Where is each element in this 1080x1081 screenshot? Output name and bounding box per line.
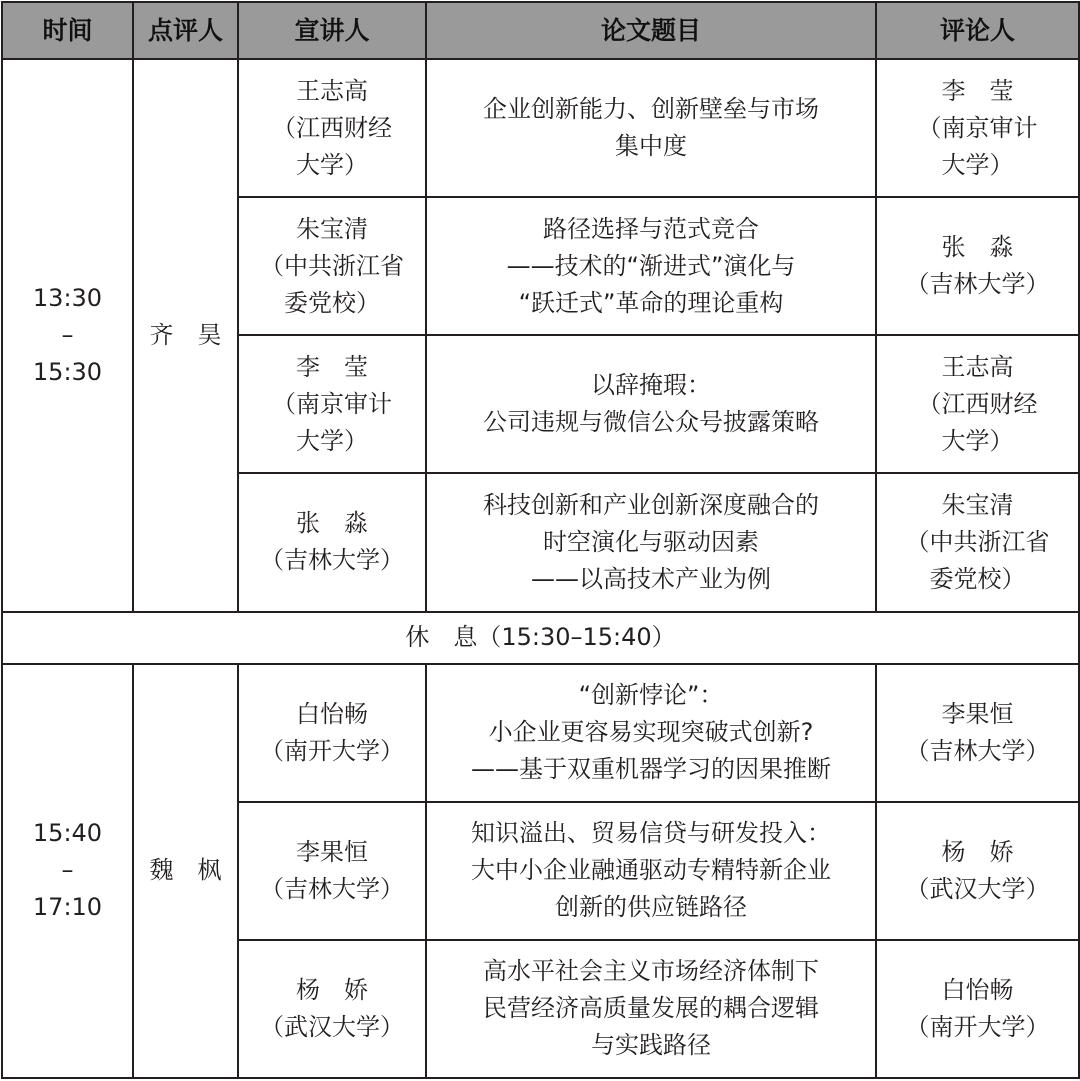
speaker-cell: 李 莹 （南京审计 大学） bbox=[238, 335, 426, 473]
commentator-cell: 白怡畅 （南开大学） bbox=[876, 940, 1079, 1078]
speaker-cell: 李果恒 （吉林大学） bbox=[238, 802, 426, 940]
speaker-cell: 杨 娇 （武汉大学） bbox=[238, 940, 426, 1078]
paper-title-cell: 企业创新能力、创新壁垒与市场 集中度 bbox=[426, 59, 876, 197]
session1-time: 13:30 – 15:30 bbox=[2, 59, 133, 612]
speaker-cell: 张 淼 （吉林大学） bbox=[238, 473, 426, 611]
header-speaker: 宣讲人 bbox=[238, 2, 426, 59]
header-paper-title: 论文题目 bbox=[426, 2, 876, 59]
paper-title-cell: 高水平社会主义市场经济体制下 民营经济高质量发展的耦合逻辑 与实践路径 bbox=[426, 940, 876, 1078]
paper-title-cell: 以辞掩瑕： 公司违规与微信公众号披露策略 bbox=[426, 335, 876, 473]
paper-title-cell: 知识溢出、贸易信贷与研发投入： 大中小企业融通驱动专精特新企业 创新的供应链路径 bbox=[426, 802, 876, 940]
commentator-cell: 杨 娇 （武汉大学） bbox=[876, 802, 1079, 940]
session2-time: 15:40 – 17:10 bbox=[2, 664, 133, 1078]
commentator-cell: 李果恒 （吉林大学） bbox=[876, 664, 1079, 802]
paper-title-cell: 路径选择与范式竞合 ——技术的“渐进式”演化与 “跃迁式”革命的理论重构 bbox=[426, 197, 876, 335]
break-cell: 休 息（15:30–15:40） bbox=[2, 612, 1079, 664]
commentator-cell: 张 淼 （吉林大学） bbox=[876, 197, 1079, 335]
session1-reviewer: 齐 昊 bbox=[133, 59, 238, 612]
schedule-table bbox=[1, 1, 1080, 1079]
session2-reviewer: 魏 枫 bbox=[133, 664, 238, 1078]
header-row bbox=[2, 2, 1079, 59]
header-time: 时间 bbox=[2, 2, 133, 59]
commentator-cell: 李 莹 （南京审计 大学） bbox=[876, 59, 1079, 197]
header-reviewer: 点评人 bbox=[133, 2, 238, 59]
paper-title-cell: 科技创新和产业创新深度融合的 时空演化与驱动因素 ——以高技术产业为例 bbox=[426, 473, 876, 611]
table-row bbox=[2, 664, 1079, 802]
break-row bbox=[2, 612, 1079, 664]
header-commentator: 评论人 bbox=[876, 2, 1079, 59]
speaker-cell: 朱宝清 （中共浙江省 委党校） bbox=[238, 197, 426, 335]
speaker-cell: 白怡畅 （南开大学） bbox=[238, 664, 426, 802]
commentator-cell: 王志高 （江西财经 大学） bbox=[876, 335, 1079, 473]
commentator-cell: 朱宝清 （中共浙江省 委党校） bbox=[876, 473, 1079, 611]
table-row bbox=[2, 59, 1079, 197]
speaker-cell: 王志高 （江西财经 大学） bbox=[238, 59, 426, 197]
paper-title-cell: “创新悖论”： 小企业更容易实现突破式创新? ——基于双重机器学习的因果推断 bbox=[426, 664, 876, 802]
